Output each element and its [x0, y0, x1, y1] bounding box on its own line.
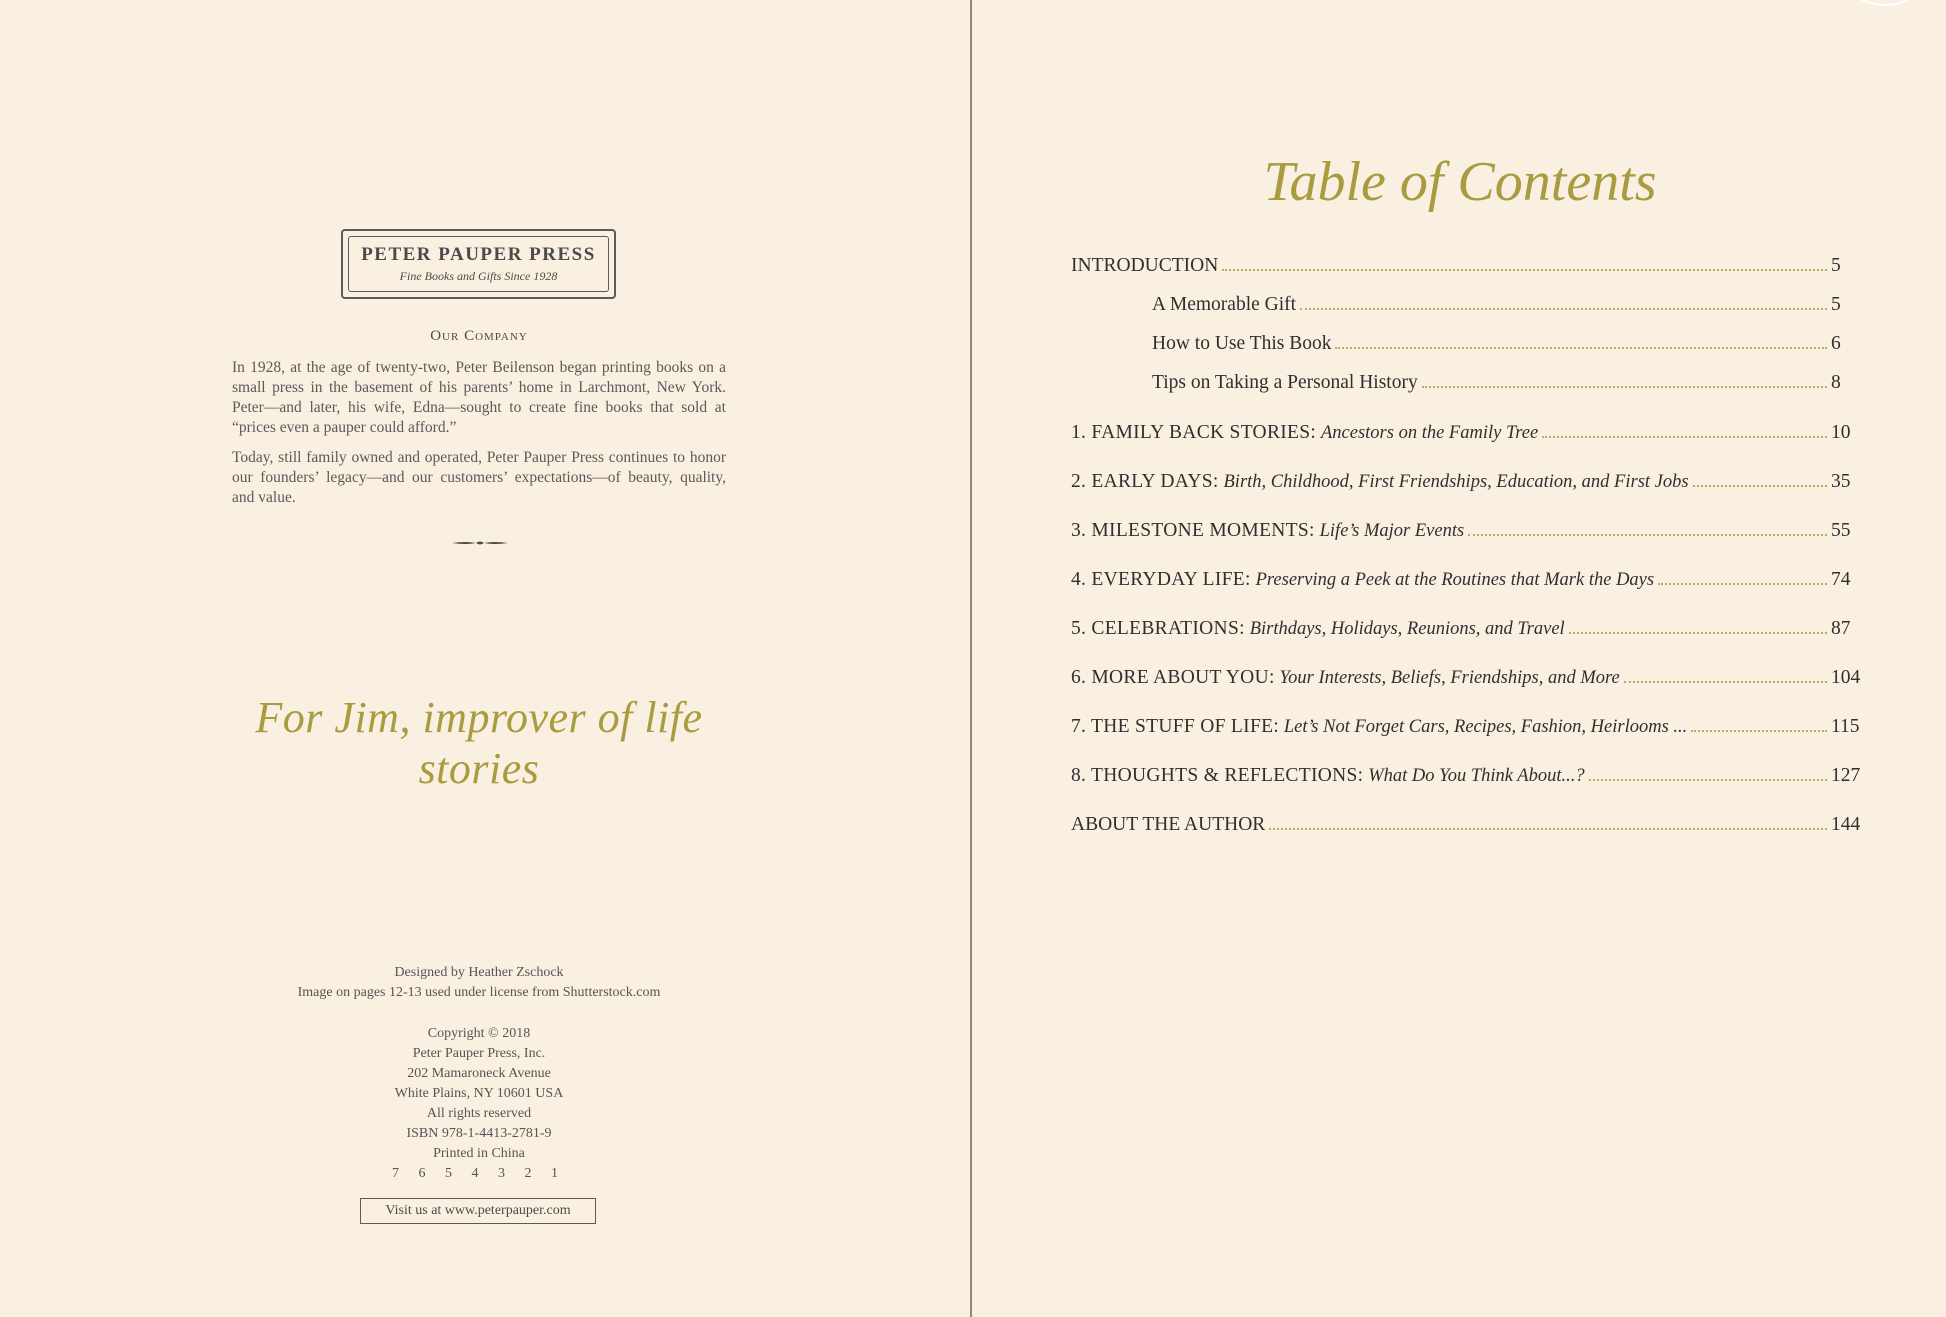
- publisher-logo: [341, 229, 616, 299]
- chapter-name: 4. EVERYDAY LIFE:: [1071, 569, 1251, 590]
- toc-entry-chapter-1: [1071, 422, 1861, 450]
- address-line: 202 Mamaroneck Avenue: [407, 1066, 551, 1081]
- toc-page-number: 10: [1831, 422, 1851, 443]
- website-text: Visit us at www.peterpauper.com: [385, 1203, 571, 1218]
- toc-leader-dots: [1691, 730, 1827, 732]
- toc-leader-dots: [1269, 828, 1827, 830]
- chapter-name: 8. THOUGHTS & REFLECTIONS:: [1071, 765, 1364, 786]
- website-box: [360, 1198, 596, 1224]
- toc-entry-memorable-gift: [1152, 294, 1861, 322]
- toc-page-number: 35: [1831, 471, 1851, 492]
- chapter-subtitle: Your Interests, Beliefs, Friendships, and More: [1279, 668, 1620, 688]
- toc-entry-label: [1071, 520, 1464, 542]
- toc-entry-chapter-7: [1071, 716, 1861, 744]
- toc-page-number: 74: [1831, 569, 1851, 590]
- toc-leader-dots: [1658, 583, 1827, 585]
- toc-leader-dots: [1222, 269, 1827, 271]
- toc-entry-how-to-use: [1152, 333, 1861, 361]
- toc-entry-chapter-3: [1071, 520, 1861, 548]
- toc-entry-label: [1071, 422, 1538, 444]
- rights-line: All rights reserved: [426, 1106, 532, 1121]
- toc-leader-dots: [1569, 632, 1827, 634]
- city-line: White Plains, NY 10601 USA: [394, 1086, 564, 1101]
- dedication: For Jim, improver of life stories: [255, 693, 703, 793]
- toc-entry-chapter-5: [1071, 618, 1861, 646]
- toc-page-number: 115: [1831, 716, 1860, 737]
- toc-entry-label: [1071, 471, 1689, 493]
- toc-leader-dots: [1468, 534, 1827, 536]
- toc-entry-label: ABOUT THE AUTHOR: [1071, 814, 1266, 835]
- toc-page-number: 127: [1831, 765, 1861, 786]
- toc-leader-dots: [1542, 436, 1827, 438]
- toc-leader-dots: [1422, 386, 1827, 388]
- publisher-tagline: Fine Books and Gifts Since 1928: [399, 269, 558, 283]
- chapter-name: 2. EARLY DAYS:: [1071, 471, 1219, 492]
- chapter-subtitle: Let’s Not Forget Cars, Recipes, Fashion, Heirlooms ...: [1283, 717, 1688, 737]
- toc-leader-dots: [1693, 485, 1827, 487]
- printing-line: 7 6 5 4 3 2 1: [392, 1166, 566, 1181]
- chapter-subtitle: Ancestors on the Family Tree: [1321, 423, 1539, 443]
- toc-entry-label: How to Use This Book: [1152, 333, 1332, 354]
- toc-entry-label: [1071, 716, 1687, 738]
- chapter-subtitle: What Do You Think About...?: [1368, 766, 1585, 786]
- toc-entry-label: [1071, 667, 1620, 689]
- company-paragraph: In 1928, at the age of twenty-two, Peter Beilenson began printing books on a small press in the basement of his parents’ home in Larchmont, New York. Peter—and later, his wife, Edna—sought to create fine books that sold at “prices even a pauper could afford.”: [232, 359, 726, 436]
- company-paragraph: Today, still family owned and operated, Peter Pauper Press continues to honor our founders’ legacy—and our customers’ expectations—of beauty, quality, and value.: [232, 449, 726, 506]
- toc-entry-chapter-4: [1071, 569, 1861, 597]
- toc-entry-label: [1071, 569, 1654, 591]
- corner-mark: [1848, 0, 1922, 6]
- chapter-name: 1. FAMILY BACK STORIES:: [1071, 422, 1317, 443]
- toc-entry-label: INTRODUCTION: [1071, 255, 1219, 276]
- publisher-name: PETER PAUPER PRESS: [361, 244, 596, 265]
- toc-entry-label: A Memorable Gift: [1152, 294, 1297, 315]
- toc-page-number: 6: [1831, 333, 1841, 354]
- toc-entry-chapter-2: [1071, 471, 1861, 499]
- chapter-subtitle: Preserving a Peek at the Routines that Mark the Days: [1255, 570, 1655, 590]
- publisher-logo-frame: [348, 236, 609, 292]
- chapter-name: 6. MORE ABOUT YOU:: [1071, 667, 1275, 688]
- toc-page-number: 5: [1831, 255, 1841, 276]
- toc-entry-chapter-8: [1071, 765, 1861, 793]
- toc-leader-dots: [1335, 347, 1827, 349]
- toc-page-number: 87: [1831, 618, 1851, 639]
- chapter-subtitle: Birth, Childhood, First Friendships, Education, and First Jobs: [1223, 472, 1689, 492]
- toc-entry-introduction: [1071, 255, 1861, 283]
- chapter-subtitle: Birthdays, Holidays, Reunions, and Travel: [1249, 619, 1565, 639]
- design-credits: [232, 963, 726, 1003]
- toc-entry-chapter-6: [1071, 667, 1861, 695]
- designer-credit: Designed by Heather Zschock: [394, 965, 564, 980]
- copyright-block: [232, 1024, 726, 1184]
- chapter-name: 7. THE STUFF OF LIFE:: [1071, 716, 1280, 737]
- toc-leader-dots: [1589, 779, 1827, 781]
- company-heading: Our Company: [430, 328, 528, 344]
- toc-leader-dots: [1300, 308, 1827, 310]
- toc-page-number: 55: [1831, 520, 1851, 541]
- toc-page-number: 5: [1831, 294, 1841, 315]
- printed-line: Printed in China: [433, 1146, 525, 1161]
- company-description: [232, 358, 726, 518]
- publisher-line: Peter Pauper Press, Inc.: [412, 1046, 546, 1061]
- toc-entry-about-author: [1071, 814, 1861, 842]
- toc-entry-label: [1071, 765, 1585, 787]
- toc-page-number: 8: [1831, 372, 1841, 393]
- copyright-line: Copyright © 2018: [427, 1026, 531, 1041]
- copyright-page: [0, 0, 970, 1317]
- toc-page-number: 144: [1831, 814, 1861, 835]
- toc-page-number: 104: [1831, 667, 1861, 688]
- toc-leader-dots: [1624, 681, 1827, 683]
- chapter-subtitle: Life’s Major Events: [1319, 521, 1465, 541]
- ornament-divider-icon: [452, 538, 508, 548]
- toc-entry-label: Tips on Taking a Personal History: [1152, 372, 1418, 393]
- chapter-name: 3. MILESTONE MOMENTS:: [1071, 520, 1315, 541]
- isbn-line: ISBN 978-1-4413-2781-9: [406, 1126, 552, 1141]
- chapter-name: 5. CELEBRATIONS:: [1071, 618, 1245, 639]
- toc-entry-tips: [1152, 372, 1861, 400]
- image-credit: Image on pages 12-13 used under license from Shutterstock.com: [297, 985, 661, 1000]
- toc-title: Table of Contents: [1263, 151, 1657, 213]
- toc-entry-label: [1071, 618, 1565, 640]
